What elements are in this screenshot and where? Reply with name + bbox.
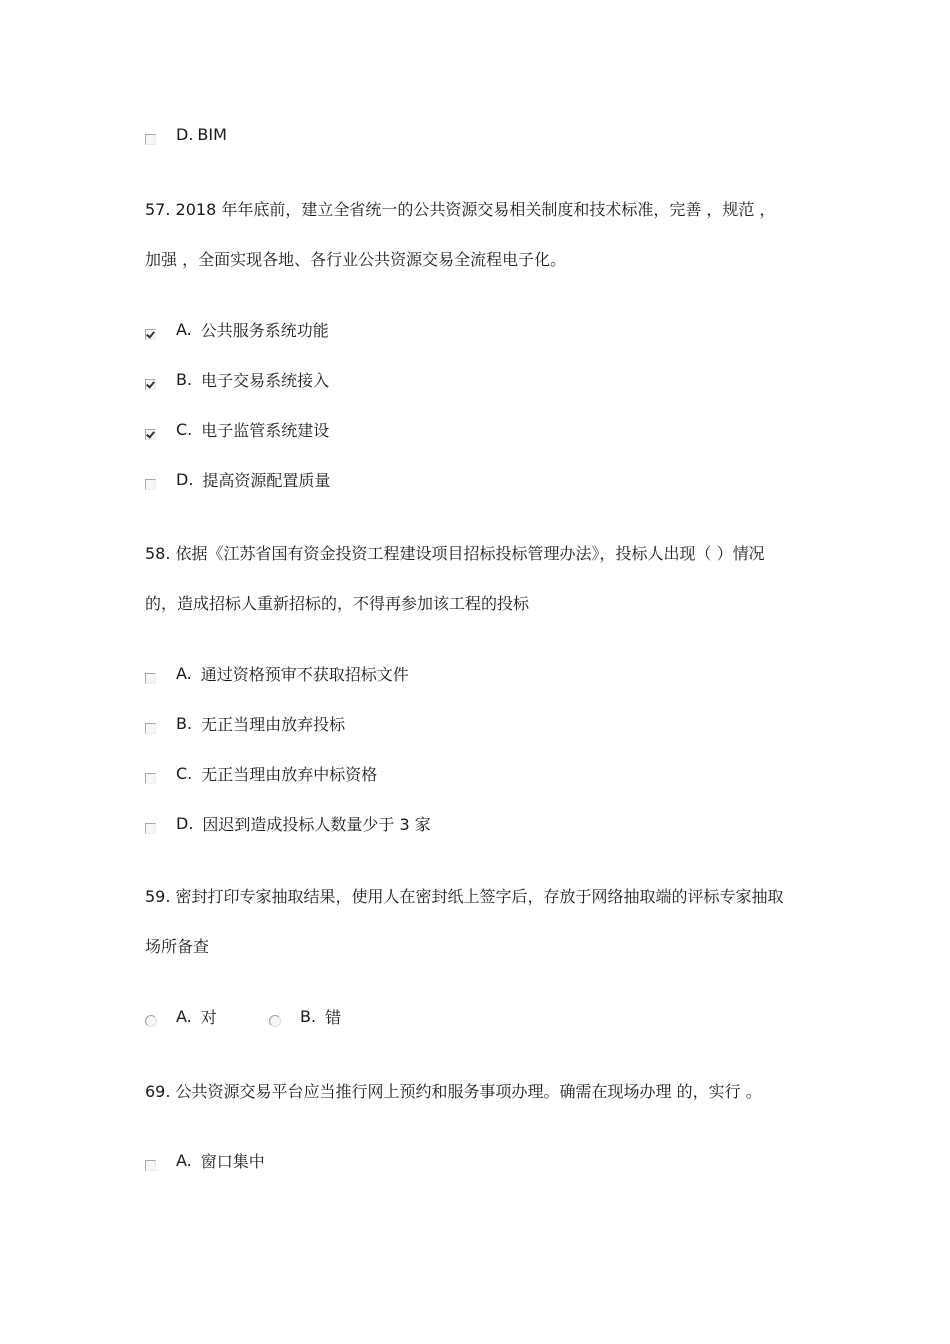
option-text: 错 <box>325 1007 342 1027</box>
q59-question-line1: 59. 密封打印专家抽取结果，使用人在密封纸上签字后，存放于网络抽取端的评标专家抽取 <box>145 887 784 906</box>
q58-question-line2: 的，造成招标人重新招标的，不得再参加该工程的投标 <box>145 594 530 613</box>
checkbox[interactable] <box>145 773 156 784</box>
checkbox[interactable] <box>145 673 156 684</box>
option-key: A. <box>176 1006 192 1026</box>
q56-option-d[interactable] <box>145 123 227 145</box>
q57-question-line1: 57. 2018 年年底前，建立全省统一的公共资源交易相关制度和技术标准，完善 ，规范 ， <box>145 200 776 219</box>
q57-question-line2: 加强 ，全面实现各地、各行业公共资源交易全流程电子化。 <box>145 250 567 269</box>
option-text: BIM <box>197 124 227 144</box>
q58-option-d[interactable] <box>145 812 431 834</box>
option-text: 窗口集中 <box>200 1151 265 1171</box>
option-text: 提高资源配置质量 <box>202 470 331 490</box>
checkbox-checked[interactable] <box>145 379 156 390</box>
option-text: 因迟到造成投标人数量少于 3 家 <box>202 814 431 834</box>
q57-option-c[interactable] <box>145 418 329 440</box>
option-key: B. <box>176 369 193 389</box>
option-key: C. <box>176 763 193 783</box>
option-text: 无正当理由放弃投标 <box>201 714 346 734</box>
checkbox[interactable] <box>145 134 156 145</box>
radio-button[interactable] <box>145 1015 157 1027</box>
option-key: C. <box>176 419 193 439</box>
option-text: 对 <box>200 1007 217 1027</box>
q59-question-line2: 场所备查 <box>145 937 210 956</box>
radio-button[interactable] <box>269 1015 281 1027</box>
option-text: 无正当理由放弃中标资格 <box>201 764 378 784</box>
option-key: A. <box>176 319 192 339</box>
option-text: 电子交易系统接入 <box>201 370 330 390</box>
checkbox[interactable] <box>145 1160 156 1171</box>
option-key: B. <box>300 1006 317 1026</box>
q57-option-b[interactable] <box>145 368 329 390</box>
option-key: A. <box>176 663 192 683</box>
option-key: D. <box>176 813 194 833</box>
q69-question-line1: 69. 公共资源交易平台应当推行网上预约和服务事项办理。确需在现场办理 的，实行 。 <box>145 1082 762 1101</box>
q58-question-line1: 58. 依据《江苏省国有资金投资工程建设项目招标投标管理办法》，投标人出现（ ）情况 <box>145 544 765 563</box>
option-key: B. <box>176 713 193 733</box>
option-key: D. <box>176 124 194 144</box>
q59-option-a[interactable] <box>145 1005 217 1027</box>
q69-option-a[interactable] <box>145 1149 265 1171</box>
q58-option-a[interactable] <box>145 662 409 684</box>
checkbox[interactable] <box>145 723 156 734</box>
q57-option-a[interactable] <box>145 318 329 340</box>
q58-option-b[interactable] <box>145 712 345 734</box>
option-text: 电子监管系统建设 <box>201 420 330 440</box>
q58-option-c[interactable] <box>145 762 377 784</box>
checkbox-checked[interactable] <box>145 429 156 440</box>
q57-option-d[interactable] <box>145 468 330 490</box>
checkbox[interactable] <box>145 479 156 490</box>
option-text: 通过资格预审不获取招标文件 <box>200 664 409 684</box>
option-key: A. <box>176 1150 192 1170</box>
option-key: D. <box>176 469 194 489</box>
checkbox[interactable] <box>145 823 156 834</box>
q59-option-b[interactable] <box>269 1005 341 1027</box>
checkbox-checked[interactable] <box>145 329 156 340</box>
option-text: 公共服务系统功能 <box>200 320 329 340</box>
